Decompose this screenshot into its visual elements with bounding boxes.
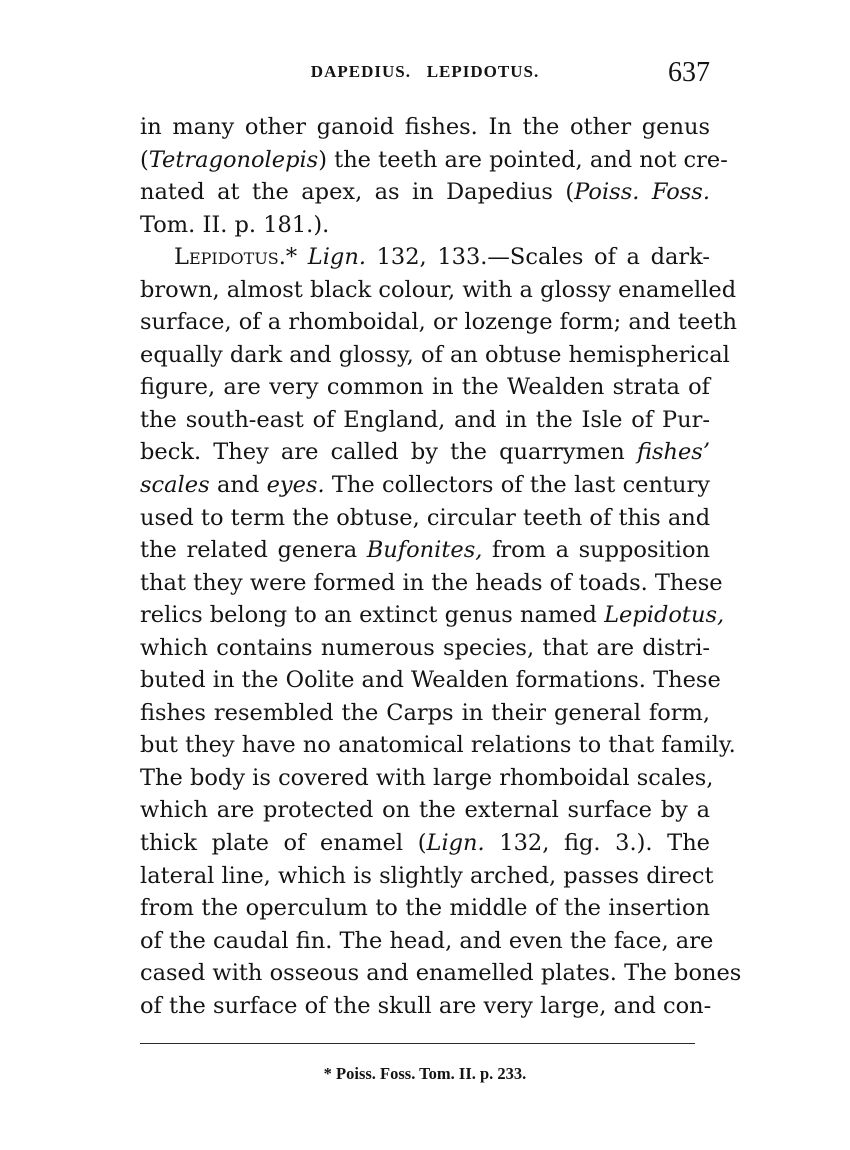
- text-line: [140, 860, 714, 893]
- italic-run: eyes.: [266, 472, 325, 499]
- text-line: [140, 925, 714, 958]
- text-run: from the operculum to the middle of the insertion: [140, 895, 710, 922]
- text-line: [140, 827, 710, 860]
- text-run: brown, almost black colour, with a glossy enamelled: [140, 276, 737, 303]
- text-line: [140, 404, 710, 437]
- small-caps-run: Lepidotus.: [174, 244, 286, 271]
- text-line: [140, 892, 710, 925]
- text-line: [140, 664, 721, 697]
- text-run: beck. They are called by the quarrymen: [140, 439, 637, 466]
- text-run: the related genera: [140, 537, 367, 564]
- text-run: cased with osseous and enamelled plates. The bones: [140, 960, 742, 987]
- text-line: [140, 762, 714, 795]
- italic-run: Bufonites,: [366, 537, 483, 564]
- text-run: which are protected on the external surface by a: [140, 797, 710, 824]
- body-text: [140, 111, 742, 1022]
- paragraph-start-line: [140, 241, 710, 274]
- text-run: The body is covered with large rhomboidal scales,: [140, 764, 714, 791]
- text-run: figure, are very common in the Wealden strata of: [140, 374, 710, 401]
- italic-run: Lign.: [426, 830, 485, 857]
- text-line: [140, 729, 736, 762]
- text-line: [140, 632, 710, 665]
- text-line: [140, 567, 723, 600]
- italic-run: Poiss.: [574, 179, 640, 206]
- text-line: [140, 697, 710, 730]
- text-line: [140, 274, 737, 307]
- text-run: lateral line, which is slightly arched, passes direct: [140, 862, 714, 889]
- text-run: but they have no anatomical relations to that family.: [140, 732, 736, 759]
- text-run: in many other ganoid fishes. In the other genus: [140, 114, 710, 140]
- text-run: used to term the obtuse, circular teeth of this and: [140, 504, 711, 531]
- text-line: [140, 306, 738, 339]
- text-line: [140, 990, 710, 1023]
- text-run: surface, of a rhomboidal, or lozenge form; and teeth: [140, 309, 738, 336]
- text-run: of the surface of the skull are very large, and con-: [140, 992, 712, 1019]
- running-title: DAPEDIUS. LEPIDOTUS.: [310, 62, 540, 81]
- text-run: from a supposition: [482, 537, 710, 564]
- footnote-rule: [140, 1043, 695, 1044]
- text-run: which contains numerous species, that are distri-: [140, 634, 710, 661]
- text-run: nated at the apex, as in Dapedius (: [140, 179, 575, 206]
- text-run: 132, 133.—Scales of a dark-: [365, 244, 710, 271]
- text-run: *: [285, 244, 308, 271]
- text-run: the south-east of England, and in the Isle of Pur-: [140, 406, 710, 433]
- text-line: [140, 339, 730, 372]
- text-line: [140, 176, 710, 209]
- text-run: The collectors of the last century: [324, 472, 710, 499]
- text-line: [140, 469, 710, 502]
- text-run: ) the teeth are pointed, and not cre-: [318, 146, 728, 173]
- text-run: fishes resembled the Carps in their general form,: [140, 699, 710, 726]
- text-line: [140, 957, 742, 990]
- text-line: [140, 794, 710, 827]
- footnote: * Poiss. Foss. Tom. II. p. 233.: [323, 1064, 527, 1083]
- text-run: relics belong to an extinct genus named: [140, 602, 605, 629]
- text-line: [140, 209, 710, 242]
- italic-run: Tetragonolepis: [148, 146, 319, 173]
- text-line: [140, 436, 710, 469]
- running-header: [140, 57, 710, 92]
- text-line: [140, 111, 710, 144]
- italic-run: Lepidotus,: [604, 602, 725, 629]
- text-line: [140, 502, 710, 535]
- italic-run: Lign.: [307, 244, 366, 271]
- text-run: [639, 179, 651, 205]
- text-run: equally dark and glossy, of an obtuse hemispherical: [140, 341, 730, 368]
- italic-run: scales: [140, 472, 210, 499]
- text-line: [140, 371, 710, 404]
- text-line: [140, 534, 710, 567]
- text-run: Tom. II. p. 181.).: [140, 211, 330, 238]
- text-run: of the caudal fin. The head, and even the face, are: [140, 927, 714, 954]
- text-run: buted in the Oolite and Wealden formations. These: [140, 667, 721, 694]
- text-run: (: [140, 146, 149, 173]
- text-run: thick plate of enamel (: [140, 830, 427, 857]
- italic-run: fishes’: [636, 439, 710, 466]
- text-run: 132, fig. 3.). The: [484, 830, 710, 857]
- page-number: 637: [668, 57, 710, 88]
- text-run: and: [209, 472, 267, 499]
- italic-run: Foss.: [651, 179, 711, 206]
- text-line: [140, 144, 728, 177]
- text-line: [140, 599, 725, 632]
- text-run: that they were formed in the heads of toads. These: [140, 569, 723, 596]
